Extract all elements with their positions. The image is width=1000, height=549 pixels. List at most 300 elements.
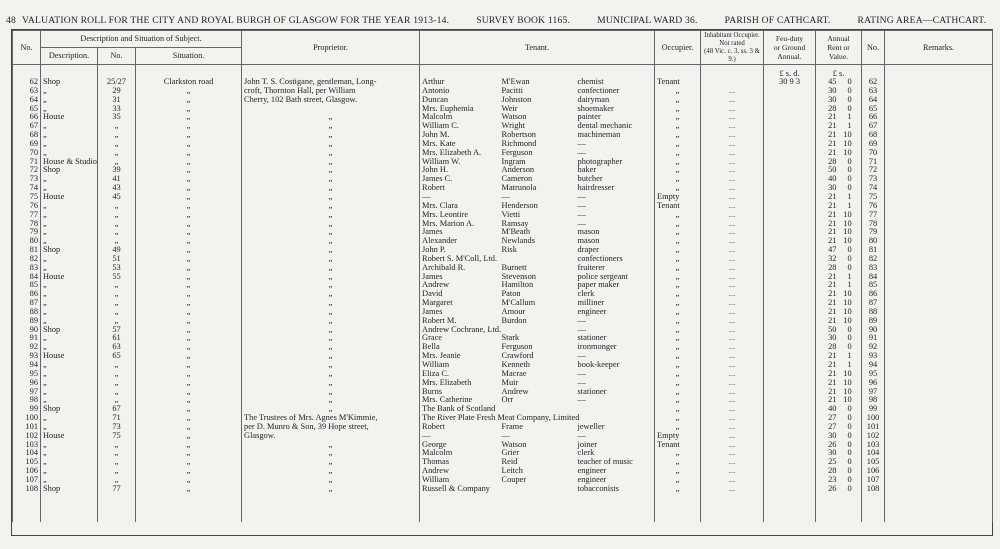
table-row bbox=[13, 78, 993, 87]
table-row bbox=[13, 246, 993, 255]
rent-shillings: 0 bbox=[847, 157, 852, 166]
row-situation: „ bbox=[136, 264, 242, 273]
row-remarks bbox=[885, 193, 993, 202]
row-annual-rent bbox=[816, 343, 862, 352]
row-tenant-surname: Hamilton bbox=[501, 281, 534, 290]
rent-line-2: Rent or bbox=[827, 43, 850, 52]
row-feu-duty: 30 9 3 bbox=[764, 78, 816, 87]
row-description: „ bbox=[41, 149, 98, 158]
row-proprietor: croft, Thornton Hall, per William bbox=[242, 87, 420, 96]
row-situation: „ bbox=[136, 379, 242, 388]
rent-pounds: 28 bbox=[828, 467, 837, 476]
row-remarks bbox=[885, 396, 993, 405]
row-description: „ bbox=[41, 361, 98, 370]
row-feu-duty bbox=[764, 220, 816, 229]
table-row bbox=[13, 202, 993, 211]
table-row bbox=[13, 105, 993, 114]
row-remarks bbox=[885, 343, 993, 352]
row-number: 92 bbox=[13, 343, 41, 352]
row-number: 106 bbox=[13, 467, 41, 476]
rent-shillings: 0 bbox=[847, 86, 852, 95]
row-feu-duty bbox=[764, 326, 816, 335]
row-proprietor: „ bbox=[242, 202, 420, 211]
row-street-number: „ bbox=[98, 237, 136, 246]
feu-line-1: Feu-duty bbox=[775, 34, 804, 43]
row-street-number: „ bbox=[98, 317, 136, 326]
row-description: „ bbox=[41, 228, 98, 237]
row-tenant-first: Mrs. Catherine bbox=[420, 396, 500, 405]
row-proprietor: „ bbox=[242, 246, 420, 255]
units-row bbox=[13, 69, 993, 78]
row-tenant-first: Andrew bbox=[420, 467, 500, 476]
valuation-table-frame bbox=[11, 29, 993, 536]
table-row bbox=[13, 414, 993, 423]
row-proprietor: „ bbox=[242, 166, 420, 175]
row-annual-rent bbox=[816, 396, 862, 405]
row-tenant-trade: confectioner bbox=[576, 87, 655, 96]
row-occupier: „ bbox=[655, 467, 701, 476]
row-description: House bbox=[41, 113, 98, 122]
row-tenant-surname: — bbox=[501, 431, 510, 440]
row-street-number: „ bbox=[98, 476, 136, 485]
row-description: House bbox=[41, 352, 98, 361]
row-annual-rent bbox=[816, 122, 862, 131]
row-occupier: „ bbox=[655, 379, 701, 388]
row-proprietor: „ bbox=[242, 334, 420, 343]
row-situation: „ bbox=[136, 290, 242, 299]
row-remarks bbox=[885, 308, 993, 317]
row-tenant-trade: clerk bbox=[576, 449, 655, 458]
row-street-number: 57 bbox=[98, 326, 136, 335]
rent-pounds: 32 bbox=[828, 254, 837, 263]
row-annual-rent bbox=[816, 78, 862, 87]
row-remarks bbox=[885, 441, 993, 450]
row-proprietor: „ bbox=[242, 396, 420, 405]
row-occupier: „ bbox=[655, 166, 701, 175]
row-street-number: 45 bbox=[98, 193, 136, 202]
row-inhabitant: ... bbox=[701, 308, 764, 317]
row-annual-rent bbox=[816, 308, 862, 317]
row-remarks bbox=[885, 281, 993, 290]
row-proprietor: „ bbox=[242, 379, 420, 388]
row-number: 81 bbox=[13, 246, 41, 255]
row-annual-rent bbox=[816, 405, 862, 414]
row-annual-rent bbox=[816, 96, 862, 105]
row-number: 73 bbox=[13, 175, 41, 184]
rent-pounds: 21 bbox=[828, 378, 837, 387]
row-tenant-first: Robert M. bbox=[420, 317, 500, 326]
row-tenant-surname: Burdon bbox=[501, 316, 527, 325]
row-tenant-trade: — bbox=[576, 149, 655, 158]
row-situation: „ bbox=[136, 113, 242, 122]
row-tenant-surname: Frame bbox=[501, 422, 523, 431]
rent-pounds: 21 bbox=[828, 139, 837, 148]
row-inhabitant: ... bbox=[701, 405, 764, 414]
row-situation: „ bbox=[136, 175, 242, 184]
row-inhabitant: ... bbox=[701, 334, 764, 343]
row-tenant-trade: — bbox=[576, 220, 655, 229]
feu-line-2: or Ground bbox=[773, 43, 806, 52]
row-remarks bbox=[885, 405, 993, 414]
row-street-number: 33 bbox=[98, 105, 136, 114]
row-feu-duty bbox=[764, 308, 816, 317]
row-description: „ bbox=[41, 264, 98, 273]
row-number-right: 78 bbox=[862, 220, 885, 229]
row-inhabitant: ... bbox=[701, 361, 764, 370]
row-remarks bbox=[885, 317, 993, 326]
row-street-number: 39 bbox=[98, 166, 136, 175]
row-street-number: „ bbox=[98, 202, 136, 211]
row-occupier: „ bbox=[655, 158, 701, 167]
row-proprietor: „ bbox=[242, 476, 420, 485]
row-remarks bbox=[885, 264, 993, 273]
rent-shillings: 0 bbox=[847, 263, 852, 272]
row-number: 95 bbox=[13, 370, 41, 379]
inhabitant-line-1: Inhabitant Occupier. bbox=[704, 31, 760, 39]
row-description: „ bbox=[41, 414, 98, 423]
row-inhabitant bbox=[701, 78, 764, 87]
rent-shillings: 10 bbox=[843, 396, 852, 405]
table-row bbox=[13, 175, 993, 184]
row-tenant-trade: dairyman bbox=[576, 96, 655, 105]
row-inhabitant: ... bbox=[701, 175, 764, 184]
row-tenant-trade: painter bbox=[576, 113, 655, 122]
rent-shillings: 10 bbox=[843, 299, 852, 308]
row-street-number: 35 bbox=[98, 113, 136, 122]
row-tenant-surname: Macrae bbox=[501, 369, 527, 378]
rent-pounds: 21 bbox=[828, 201, 837, 210]
row-inhabitant: ... bbox=[701, 193, 764, 202]
row-description: „ bbox=[41, 290, 98, 299]
row-situation: „ bbox=[136, 166, 242, 175]
col-feu-duty bbox=[764, 31, 816, 65]
rent-pounds: 26 bbox=[828, 440, 837, 449]
rent-pounds: 30 bbox=[828, 449, 837, 458]
row-remarks bbox=[885, 113, 993, 122]
row-number: 94 bbox=[13, 361, 41, 370]
row-tenant-surname: Watson bbox=[501, 113, 527, 122]
row-inhabitant: ... bbox=[701, 343, 764, 352]
row-annual-rent bbox=[816, 370, 862, 379]
row-street-number: 67 bbox=[98, 405, 136, 414]
row-street-number: „ bbox=[98, 299, 136, 308]
row-tenant-surname: Pacitti bbox=[501, 86, 523, 95]
row-tenant-trade: — bbox=[576, 317, 655, 326]
row-situation: „ bbox=[136, 105, 242, 114]
row-tenant-surname: Ferguson bbox=[501, 343, 533, 352]
row-occupier: „ bbox=[655, 281, 701, 290]
row-inhabitant: ... bbox=[701, 273, 764, 282]
table-row bbox=[13, 370, 993, 379]
row-situation: „ bbox=[136, 396, 242, 405]
row-inhabitant: ... bbox=[701, 299, 764, 308]
row-occupier: „ bbox=[655, 388, 701, 397]
table-row bbox=[13, 352, 993, 361]
table-row bbox=[13, 396, 993, 405]
row-proprietor: „ bbox=[242, 405, 420, 414]
row-inhabitant: ... bbox=[701, 317, 764, 326]
row-tenant-surname: Johnston bbox=[501, 95, 532, 104]
row-situation: „ bbox=[136, 184, 242, 193]
rent-shillings: 10 bbox=[843, 237, 852, 246]
row-inhabitant: ... bbox=[701, 414, 764, 423]
row-proprietor: „ bbox=[242, 343, 420, 352]
row-remarks bbox=[885, 87, 993, 96]
row-proprietor: „ bbox=[242, 449, 420, 458]
inhabitant-line-3: (48 Vic. c. 3, ss. 3 & 9.) bbox=[704, 47, 760, 63]
row-annual-rent bbox=[816, 237, 862, 246]
row-number-right: 64 bbox=[862, 96, 885, 105]
row-tenant-first: James bbox=[420, 273, 500, 282]
row-inhabitant: ... bbox=[701, 246, 764, 255]
row-tenant-surname: Muir bbox=[501, 378, 519, 387]
municipal-ward: MUNICIPAL WARD 36. bbox=[597, 15, 698, 26]
row-occupier: „ bbox=[655, 326, 701, 335]
row-tenant-trade: dental mechanic bbox=[576, 122, 655, 131]
row-situation: Clarkston road bbox=[136, 78, 242, 87]
row-tenant-surname: Kenneth bbox=[501, 361, 530, 369]
rent-shillings: 0 bbox=[847, 175, 852, 184]
table-row bbox=[13, 264, 993, 273]
row-situation: „ bbox=[136, 423, 242, 432]
row-tenant-first: Mrs. Clara bbox=[420, 202, 500, 211]
table-filler-row bbox=[13, 494, 993, 522]
row-tenant-trade: book-keeper bbox=[576, 361, 655, 370]
feu-line-3: Annual. bbox=[777, 52, 802, 61]
row-feu-duty bbox=[764, 352, 816, 361]
rent-shillings: 0 bbox=[847, 95, 852, 104]
row-number: 77 bbox=[13, 211, 41, 220]
rating-area: RATING AREA—CATHCART. bbox=[857, 15, 987, 26]
row-number-right: 83 bbox=[862, 264, 885, 273]
row-proprietor bbox=[242, 105, 420, 114]
row-feu-duty bbox=[764, 343, 816, 352]
row-number: 62 bbox=[13, 78, 41, 87]
row-tenant-trade: — bbox=[576, 193, 655, 202]
row-situation: „ bbox=[136, 140, 242, 149]
row-tenant-trade: draper bbox=[576, 246, 655, 255]
row-inhabitant: ... bbox=[701, 255, 764, 264]
row-tenant-first: Robert bbox=[420, 184, 500, 193]
rent-pounds: 21 bbox=[828, 361, 837, 369]
row-number-right: 82 bbox=[862, 255, 885, 264]
rent-pounds: 50 bbox=[828, 166, 837, 175]
row-tenant-surname: Reid bbox=[501, 458, 518, 467]
row-proprietor: „ bbox=[242, 299, 420, 308]
row-occupier: Empty bbox=[655, 432, 701, 441]
rent-pounds: 30 bbox=[828, 95, 837, 104]
row-situation: „ bbox=[136, 467, 242, 476]
row-number: 90 bbox=[13, 326, 41, 335]
row-feu-duty bbox=[764, 149, 816, 158]
row-inhabitant: ... bbox=[701, 458, 764, 467]
row-description: „ bbox=[41, 423, 98, 432]
row-feu-duty bbox=[764, 467, 816, 476]
table-row bbox=[13, 281, 993, 290]
col-description-group: Description and Situation of Subject. bbox=[41, 31, 242, 48]
row-tenant-first: James bbox=[420, 228, 500, 237]
row-situation: „ bbox=[136, 343, 242, 352]
row-tenant-trade: teacher of music bbox=[576, 458, 655, 467]
table-row bbox=[13, 193, 993, 202]
row-tenant-trade: fruiterer bbox=[576, 264, 655, 273]
row-feu-duty bbox=[764, 361, 816, 370]
table-row bbox=[13, 166, 993, 175]
table-row bbox=[13, 255, 993, 264]
row-street-number: 25/27 bbox=[98, 78, 136, 87]
table-row bbox=[13, 184, 993, 193]
row-feu-duty bbox=[764, 458, 816, 467]
row-tenant-trade: — bbox=[576, 370, 655, 379]
row-number: 63 bbox=[13, 87, 41, 96]
row-feu-duty bbox=[764, 140, 816, 149]
row-number-right: 67 bbox=[862, 122, 885, 131]
rent-shillings: 10 bbox=[843, 387, 852, 396]
row-tenant-surname: Stark bbox=[501, 334, 520, 343]
row-number: 76 bbox=[13, 202, 41, 211]
rent-shillings: 0 bbox=[847, 449, 852, 458]
row-inhabitant: ... bbox=[701, 396, 764, 405]
row-annual-rent bbox=[816, 184, 862, 193]
rent-shillings: 10 bbox=[843, 369, 852, 378]
row-tenant-trade: — bbox=[576, 140, 655, 149]
row-proprietor: per D. Munro & Son, 39 Hope street, bbox=[242, 423, 420, 432]
rent-pounds: 21 bbox=[828, 219, 837, 228]
rent-pounds: 21 bbox=[828, 352, 837, 361]
col-no: No. bbox=[13, 31, 41, 65]
row-number-right: 75 bbox=[862, 193, 885, 202]
row-street-number: 53 bbox=[98, 264, 136, 273]
row-tenant-first: Mrs. Kate bbox=[420, 140, 500, 149]
row-inhabitant: ... bbox=[701, 105, 764, 114]
row-proprietor: „ bbox=[242, 485, 420, 494]
row-situation: „ bbox=[136, 158, 242, 167]
row-occupier: „ bbox=[655, 299, 701, 308]
row-tenant-trade: hairdresser bbox=[576, 184, 655, 193]
row-tenant-trade: baker bbox=[576, 166, 655, 175]
rent-pounds: 21 bbox=[828, 299, 837, 308]
row-tenant-first: Robert S. M'Coll, Ltd. bbox=[420, 255, 500, 264]
row-feu-duty bbox=[764, 87, 816, 96]
row-description: Shop bbox=[41, 78, 98, 87]
row-tenant-surname: Watson bbox=[501, 440, 527, 449]
row-feu-duty bbox=[764, 379, 816, 388]
row-description: Shop bbox=[41, 326, 98, 335]
row-tenant-trade: — bbox=[576, 326, 655, 335]
table-row bbox=[13, 299, 993, 308]
row-annual-rent bbox=[816, 379, 862, 388]
row-street-number: 77 bbox=[98, 485, 136, 494]
row-remarks bbox=[885, 211, 993, 220]
row-street-number: 65 bbox=[98, 352, 136, 361]
table-row bbox=[13, 290, 993, 299]
row-inhabitant: ... bbox=[701, 432, 764, 441]
row-number: 102 bbox=[13, 432, 41, 441]
page-number: 48 bbox=[6, 15, 16, 26]
row-feu-duty bbox=[764, 202, 816, 211]
row-street-number: 29 bbox=[98, 87, 136, 96]
row-tenant-surname: M'Beath bbox=[501, 228, 531, 237]
row-tenant-first: Mrs. Leontire bbox=[420, 211, 500, 220]
row-street-number: „ bbox=[98, 290, 136, 299]
row-situation: „ bbox=[136, 273, 242, 282]
row-annual-rent bbox=[816, 352, 862, 361]
table-row bbox=[13, 113, 993, 122]
row-street-number: „ bbox=[98, 211, 136, 220]
row-proprietor: „ bbox=[242, 228, 420, 237]
row-remarks bbox=[885, 96, 993, 105]
row-number-right: 66 bbox=[862, 113, 885, 122]
row-tenant-first: Mrs. Euphemia bbox=[420, 105, 500, 114]
table-row bbox=[13, 458, 993, 467]
row-description: Shop bbox=[41, 405, 98, 414]
row-street-number: „ bbox=[98, 467, 136, 476]
row-occupier: Empty bbox=[655, 193, 701, 202]
rent-shillings: 10 bbox=[843, 290, 852, 299]
row-occupier: „ bbox=[655, 87, 701, 96]
row-number: 84 bbox=[13, 273, 41, 282]
row-tenant-trade: — bbox=[576, 352, 655, 361]
row-tenant-trade: engineer bbox=[576, 476, 655, 485]
row-remarks bbox=[885, 184, 993, 193]
row-description: „ bbox=[41, 140, 98, 149]
row-annual-rent bbox=[816, 317, 862, 326]
row-inhabitant: ... bbox=[701, 220, 764, 229]
row-tenant-first: William C. bbox=[420, 122, 500, 131]
row-inhabitant: ... bbox=[701, 441, 764, 450]
rent-shillings: 1 bbox=[847, 122, 852, 131]
row-tenant-first: Mrs. Elizabeth A. bbox=[420, 149, 500, 158]
row-number-right: 95 bbox=[862, 370, 885, 379]
row-annual-rent bbox=[816, 414, 862, 423]
table-row bbox=[13, 326, 993, 335]
col-sub-no: No. bbox=[98, 48, 136, 65]
row-occupier: „ bbox=[655, 175, 701, 184]
col-inhabitant bbox=[701, 31, 764, 65]
rent-shillings: 10 bbox=[843, 307, 852, 316]
row-tenant-first: Arthur bbox=[420, 78, 500, 87]
table-row bbox=[13, 476, 993, 485]
row-feu-duty bbox=[764, 273, 816, 282]
row-remarks bbox=[885, 290, 993, 299]
rent-shillings: 1 bbox=[847, 281, 852, 290]
row-tenant-first: Russell & Company bbox=[420, 485, 500, 494]
row-number-right: 87 bbox=[862, 299, 885, 308]
row-feu-duty bbox=[764, 317, 816, 326]
rent-units: £ s. bbox=[816, 69, 862, 78]
row-annual-rent bbox=[816, 423, 862, 432]
rent-pounds: 45 bbox=[828, 78, 837, 86]
row-tenant-surname: Richmond bbox=[501, 139, 537, 148]
row-tenant-first: Antonio bbox=[420, 87, 500, 96]
row-feu-duty bbox=[764, 184, 816, 193]
rent-shillings: 0 bbox=[847, 246, 852, 255]
row-annual-rent bbox=[816, 273, 862, 282]
row-feu-duty bbox=[764, 158, 816, 167]
row-description: „ bbox=[41, 184, 98, 193]
row-street-number: „ bbox=[98, 149, 136, 158]
row-number-right: 62 bbox=[862, 78, 885, 87]
row-number: 86 bbox=[13, 290, 41, 299]
row-annual-rent bbox=[816, 220, 862, 229]
row-description: „ bbox=[41, 334, 98, 343]
row-number: 78 bbox=[13, 220, 41, 229]
row-tenant-surname: M'Ewan bbox=[501, 78, 530, 86]
row-feu-duty bbox=[764, 264, 816, 273]
row-number: 89 bbox=[13, 317, 41, 326]
table-row bbox=[13, 96, 993, 105]
row-annual-rent bbox=[816, 281, 862, 290]
